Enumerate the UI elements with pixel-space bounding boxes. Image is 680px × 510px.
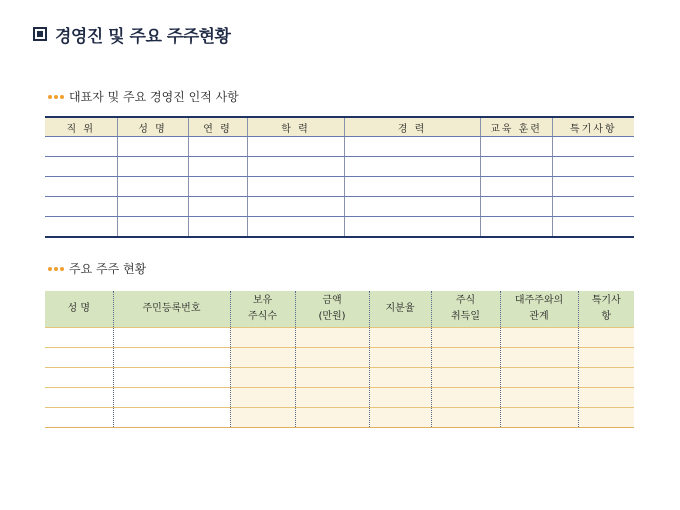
table-cell[interactable] bbox=[500, 348, 578, 368]
table-cell[interactable] bbox=[578, 408, 634, 428]
column-header-line: 보유 bbox=[252, 295, 273, 306]
table-cell[interactable] bbox=[247, 177, 344, 197]
table-cell[interactable] bbox=[369, 328, 431, 348]
table-cell[interactable] bbox=[552, 197, 634, 217]
executives-table-header bbox=[45, 117, 634, 137]
column-header bbox=[230, 291, 295, 328]
table-row bbox=[45, 197, 634, 217]
table-cell[interactable] bbox=[188, 157, 247, 177]
column-header: 특기사항 bbox=[552, 117, 634, 137]
column-header: 직 위 bbox=[45, 117, 117, 137]
table-row bbox=[45, 217, 634, 238]
table-cell[interactable] bbox=[188, 217, 247, 238]
column-header-line: 취득일 bbox=[451, 311, 480, 322]
table-cell[interactable] bbox=[45, 177, 117, 197]
table-cell[interactable] bbox=[113, 348, 230, 368]
table-cell[interactable] bbox=[500, 388, 578, 408]
table-cell[interactable] bbox=[369, 368, 431, 388]
table-cell[interactable] bbox=[247, 157, 344, 177]
table-cell[interactable] bbox=[500, 368, 578, 388]
page-title-text: 경영진 및 주요 주주현황 bbox=[55, 27, 231, 47]
table-cell[interactable] bbox=[113, 408, 230, 428]
table-cell[interactable] bbox=[295, 388, 369, 408]
table-cell[interactable] bbox=[45, 157, 117, 177]
table-cell[interactable] bbox=[117, 137, 188, 157]
table-cell[interactable] bbox=[369, 388, 431, 408]
column-header: 교육 훈련 bbox=[480, 117, 552, 137]
table-cell[interactable] bbox=[578, 328, 634, 348]
table-row bbox=[45, 157, 634, 177]
table-cell[interactable] bbox=[188, 197, 247, 217]
column-header-line: 대주주와의 bbox=[514, 295, 564, 306]
square-bullet-icon bbox=[33, 27, 47, 41]
table-row bbox=[45, 177, 634, 197]
table-cell[interactable] bbox=[500, 328, 578, 348]
section-title-shareholders bbox=[48, 260, 146, 277]
shareholders-table-header bbox=[45, 291, 634, 328]
column-header-line: 지분율 bbox=[385, 303, 415, 314]
column-header bbox=[113, 291, 230, 328]
table-cell[interactable] bbox=[578, 368, 634, 388]
table-cell[interactable] bbox=[247, 197, 344, 217]
column-header-line: 주식수 bbox=[248, 311, 277, 322]
table-cell[interactable] bbox=[230, 328, 295, 348]
table-cell[interactable] bbox=[295, 408, 369, 428]
table-cell[interactable] bbox=[431, 388, 500, 408]
table-cell[interactable] bbox=[117, 197, 188, 217]
table-cell[interactable] bbox=[578, 348, 634, 368]
executives-table bbox=[45, 116, 634, 238]
table-cell[interactable] bbox=[45, 217, 117, 238]
column-header bbox=[369, 291, 431, 328]
section-title-shareholders-text: 주요 주주 현황 bbox=[69, 262, 147, 276]
table-cell[interactable] bbox=[578, 388, 634, 408]
table-cell[interactable] bbox=[431, 328, 500, 348]
table-cell[interactable] bbox=[480, 217, 552, 238]
table-cell[interactable] bbox=[344, 197, 480, 217]
table-cell[interactable] bbox=[431, 408, 500, 428]
section-title-executives-text: 대표자 및 주요 경영진 인적 사항 bbox=[69, 90, 239, 104]
table-cell[interactable] bbox=[117, 217, 188, 238]
table-cell[interactable] bbox=[45, 388, 113, 408]
table-cell[interactable] bbox=[230, 348, 295, 368]
column-header-line: 주식 bbox=[455, 295, 476, 306]
column-header: 성 명 bbox=[117, 117, 188, 137]
table-cell[interactable] bbox=[247, 217, 344, 238]
table-cell[interactable] bbox=[188, 137, 247, 157]
table-cell[interactable] bbox=[344, 177, 480, 197]
column-header-line: 주민등록번호 bbox=[142, 303, 201, 314]
table-cell[interactable] bbox=[500, 408, 578, 428]
table-cell[interactable] bbox=[431, 348, 500, 368]
column-header-line: 관계 bbox=[529, 311, 549, 322]
column-header-line: 금액 bbox=[322, 295, 342, 306]
table-cell[interactable] bbox=[45, 197, 117, 217]
table-cell[interactable] bbox=[230, 388, 295, 408]
table-cell[interactable] bbox=[113, 328, 230, 348]
table-cell[interactable] bbox=[113, 388, 230, 408]
table-cell[interactable] bbox=[117, 157, 188, 177]
column-header-line: 성 명 bbox=[67, 303, 90, 314]
table-cell[interactable] bbox=[480, 137, 552, 157]
table-row bbox=[45, 328, 634, 348]
table-cell[interactable] bbox=[552, 217, 634, 238]
dots-bullet-icon bbox=[48, 267, 64, 271]
column-header: 학 력 bbox=[247, 117, 344, 137]
column-header bbox=[578, 291, 634, 328]
table-cell[interactable] bbox=[344, 157, 480, 177]
table-cell[interactable] bbox=[45, 137, 117, 157]
dots-bullet-icon bbox=[48, 95, 64, 99]
table-cell[interactable] bbox=[552, 157, 634, 177]
table-cell[interactable] bbox=[295, 368, 369, 388]
column-header: 경 력 bbox=[344, 117, 480, 137]
table-cell[interactable] bbox=[295, 348, 369, 368]
table-cell[interactable] bbox=[230, 368, 295, 388]
column-header bbox=[431, 291, 500, 328]
table-cell[interactable] bbox=[45, 368, 113, 388]
column-header bbox=[295, 291, 369, 328]
table-row bbox=[45, 408, 634, 428]
table-cell[interactable] bbox=[295, 328, 369, 348]
column-header-line: (만원) bbox=[318, 311, 346, 322]
table-cell[interactable] bbox=[45, 328, 113, 348]
table-cell[interactable] bbox=[480, 197, 552, 217]
shareholders-table-body bbox=[45, 328, 634, 428]
section-title-executives bbox=[48, 88, 239, 105]
table-cell[interactable] bbox=[369, 348, 431, 368]
page-title bbox=[33, 22, 230, 47]
column-header-line: 특기사 bbox=[591, 295, 621, 306]
table-cell[interactable] bbox=[480, 177, 552, 197]
table-cell[interactable] bbox=[117, 177, 188, 197]
table-cell[interactable] bbox=[113, 368, 230, 388]
table-row bbox=[45, 348, 634, 368]
column-header bbox=[500, 291, 578, 328]
shareholders-table bbox=[45, 291, 634, 428]
table-cell[interactable] bbox=[188, 177, 247, 197]
table-cell[interactable] bbox=[344, 137, 480, 157]
column-header: 연 령 bbox=[188, 117, 247, 137]
table-cell[interactable] bbox=[247, 137, 344, 157]
column-header-line: 항 bbox=[601, 311, 612, 322]
column-header bbox=[45, 291, 113, 328]
table-row bbox=[45, 388, 634, 408]
table-row bbox=[45, 137, 634, 157]
table-cell[interactable] bbox=[552, 177, 634, 197]
table-cell[interactable] bbox=[480, 157, 552, 177]
table-cell[interactable] bbox=[344, 217, 480, 238]
table-cell[interactable] bbox=[552, 137, 634, 157]
table-row bbox=[45, 368, 634, 388]
table-cell[interactable] bbox=[369, 408, 431, 428]
table-cell[interactable] bbox=[45, 348, 113, 368]
table-cell[interactable] bbox=[230, 408, 295, 428]
table-cell[interactable] bbox=[45, 408, 113, 428]
executives-table-body bbox=[45, 137, 634, 238]
table-cell[interactable] bbox=[431, 368, 500, 388]
